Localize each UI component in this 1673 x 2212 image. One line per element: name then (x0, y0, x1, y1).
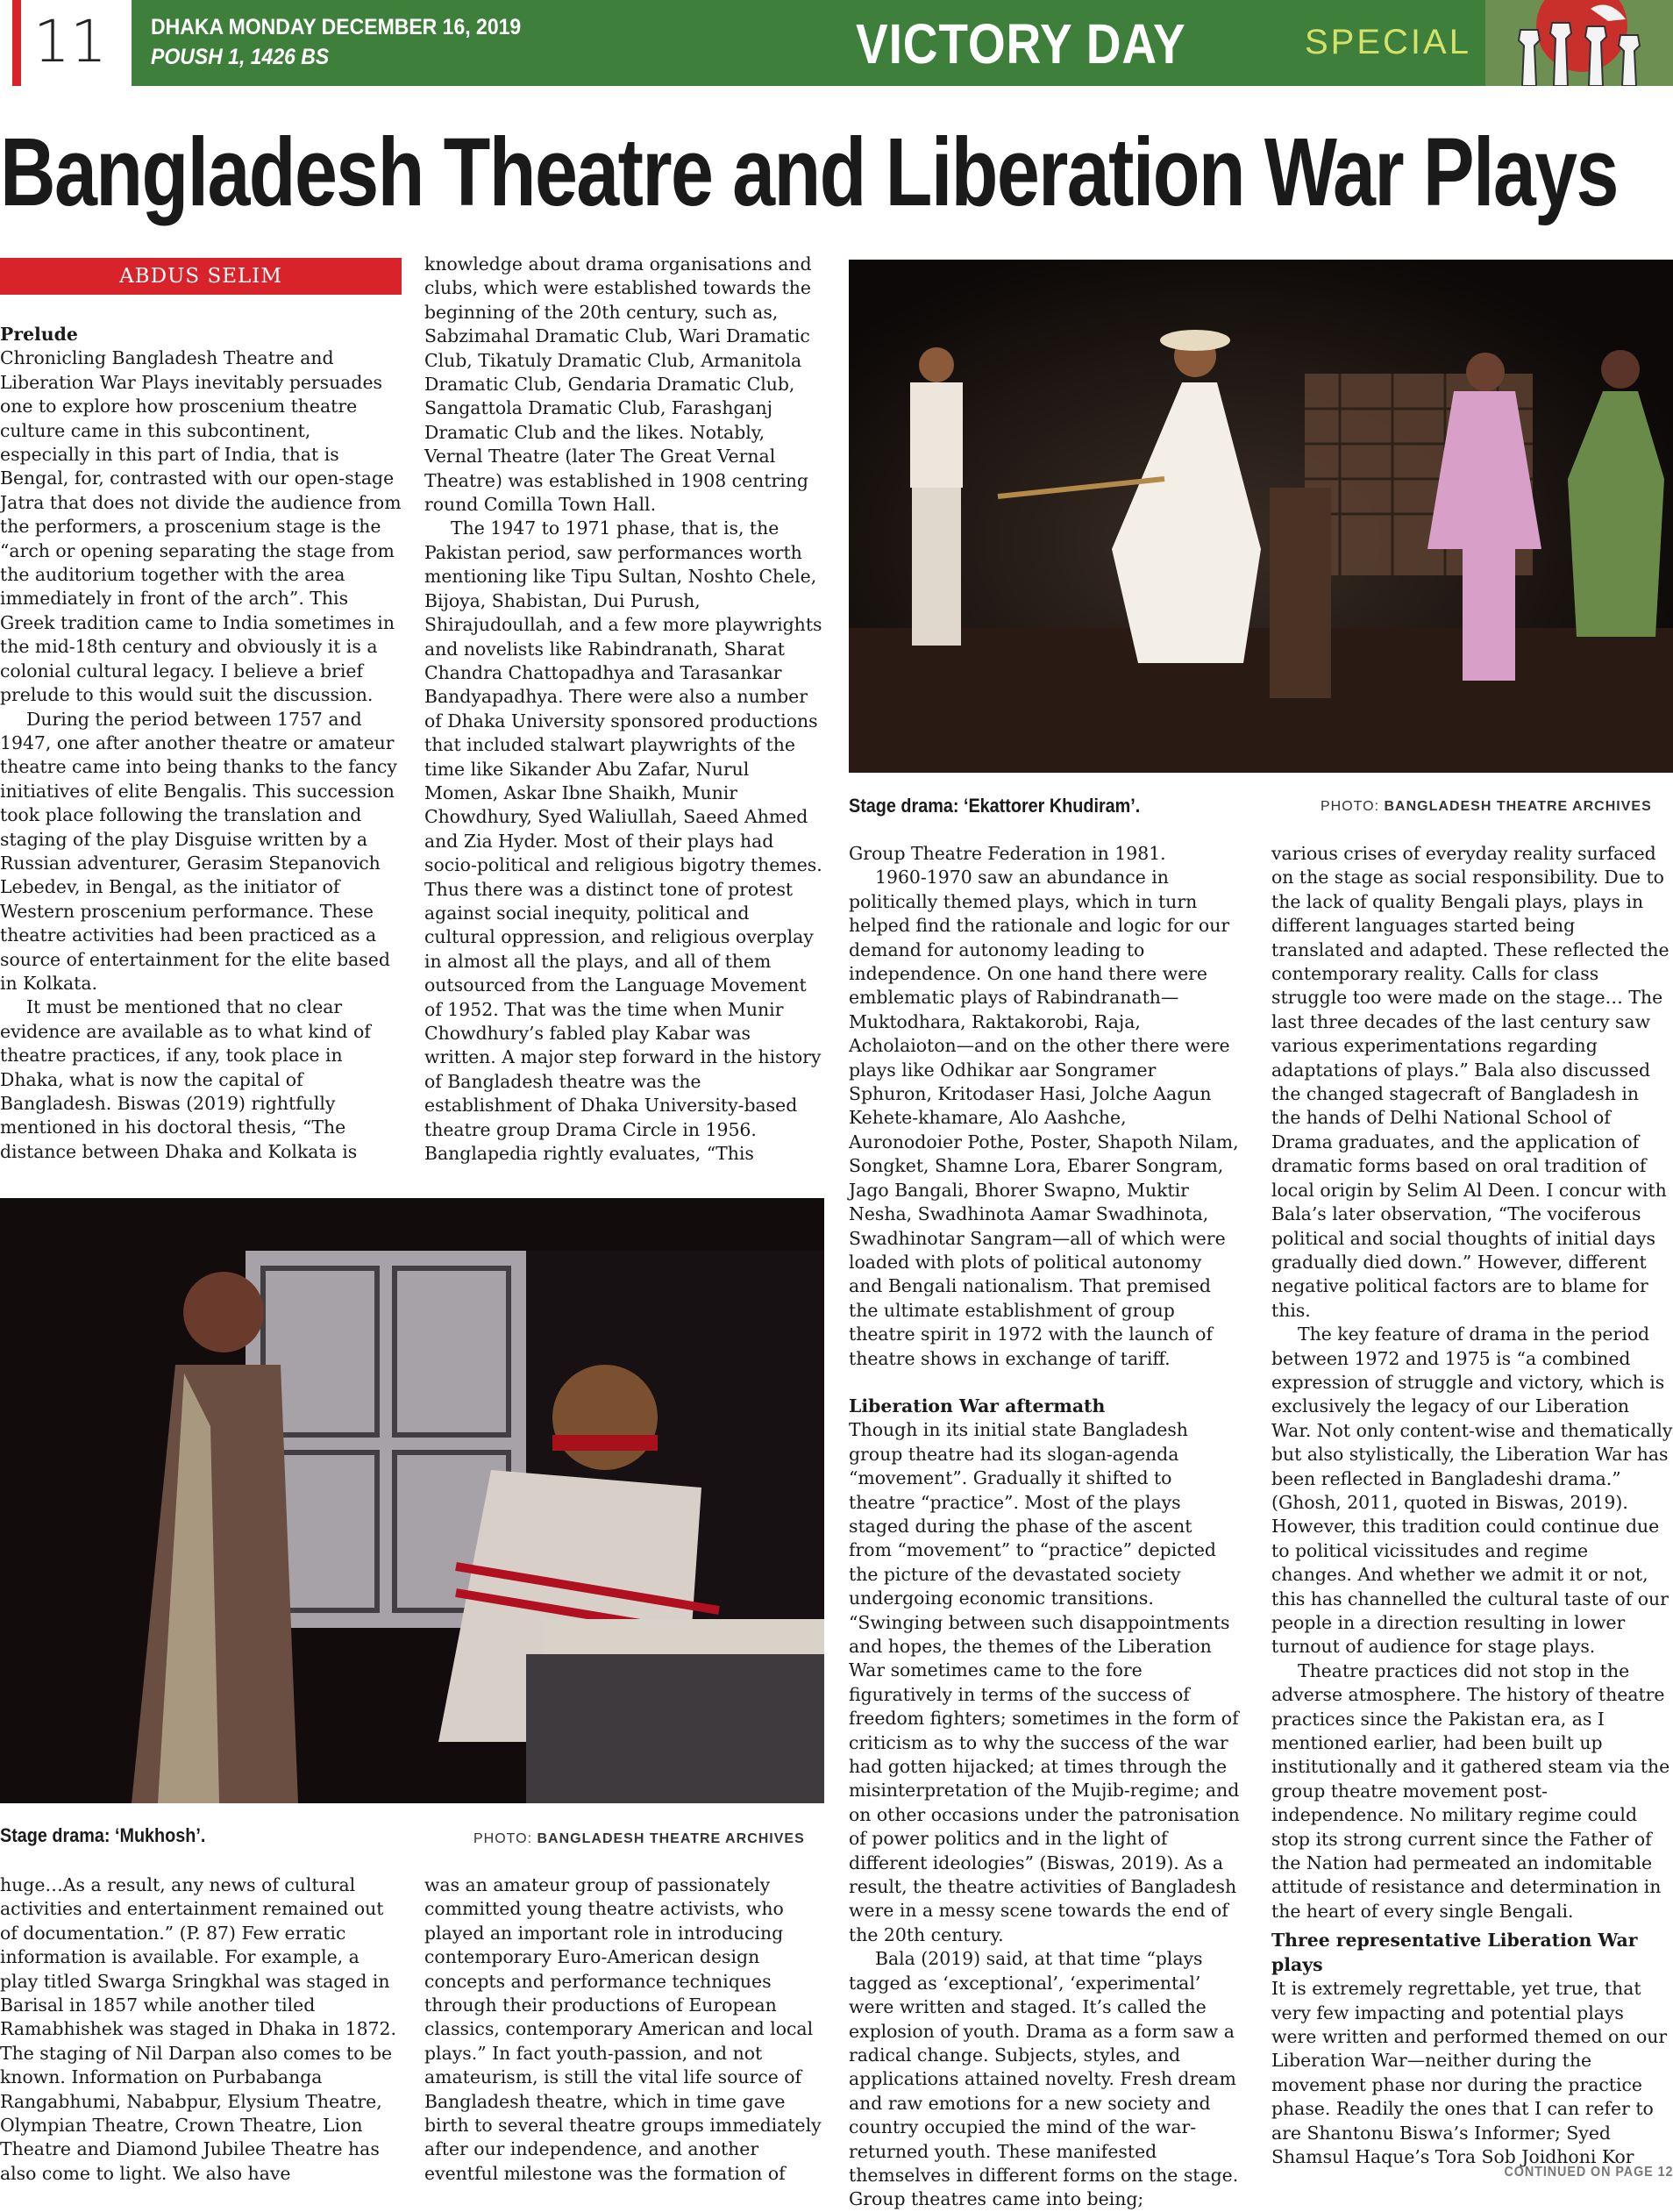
masthead (0, 0, 1673, 86)
credit-label: PHOTO: (473, 1831, 533, 1846)
column-4 (1271, 842, 1673, 2169)
paragraph: During the period between 1757 and 1947, one after another theatre or amateur theatre came into being thanks to the fancy initiatives of elite Bengalis. This succession took place following the translation and staging of the play Disguise written by a Russian adventurer, Gerasim Stepanovich Lebedev, in Bengal, as the initiator of Western proscenium performance. These theatre activities had been practiced as a source of entertainment for the elite based in Kolkata. (0, 708, 397, 994)
paragraph: was an amateur group of passionately committed young theatre activists, who played an important role in introducing contemporary Euro-American design concepts and performance techniques through their productions of European classics, contemporary American and local plays.” In fact youth-passion, and not amateurism, is still the vital life source of Bangladesh theatre, which in time gave birth to several theatre groups immediately after our independence, and another eventful milestone was the formation of (424, 1874, 822, 2184)
photo-caption-top: Stage drama: ‘Ekattorer Khudiram’. (849, 795, 1141, 817)
photo-credit-top (1321, 799, 1652, 815)
section-banner (132, 0, 1673, 86)
stage-scene-image (0, 1198, 824, 1803)
paragraph: Chronicling Bangladesh Theatre and Liberation War Plays inevitably persuades one to explore how proscenium theatre culture came in this subcontinent, especially in this part of India, that is Bengal, for, contrasted with our open-stage Jatra that does not divide the audience from the performers, a proscenium stage is the “arch or opening separating the stage from the auditorium together with the area immediately in front of the arch”. This Greek tradition came to India sometimes in the mid-18th century and obviously it is a colonial cultural legacy. I believe a brief prelude to this would suit the discussion. (0, 347, 402, 706)
issue-date: DHAKA MONDAY DECEMBER 16, 2019 (151, 15, 522, 39)
credit-label: PHOTO: (1321, 799, 1380, 814)
victory-day-emblem-icon (1485, 0, 1673, 86)
paragraph: Theatre practices did not stop in the adverse atmosphere. The history of theatre practices since the Pakistan era, as I mentioned earlier, had been built up institutionally and it gathered steam via the group theatre movement post-independence. No military regime could stop its strong current since the Father of the Nation had permeated an indomitable attitude of resistance and determination in the heart of every single Bengali. (1271, 1659, 1670, 1922)
paragraph: 1960-1970 saw an abundance in politically themed plays, which in turn helped find the rationale and logic for our demand for autonomy leading to independence. On one hand there were emblematic plays of Rabindranath—Muktodhara, Raktakorobi, Raja, Acholaioton—and on the other there were plays like Odhikar aar Songramer Sphuron, Kritodaser Hasi, Jolche Aagun Kehete-khamare, Alo Aashche, Auronodoier Pothe, Poster, Shapoth Nilam, Songket, Shamne Lora, Ebarer Songram, Jago Bangali, Bhorer Swapno, Muktir Nesha, Swadhinota Aamar Swadhinota, Swadhinotar Sangram—all of which were loaded with plots of political autonomy and Bengali nationalism. That premised the ultimate establishment of group theatre spirit in 1972 with the launch of theatre shows in exchange of tariff. (849, 867, 1239, 1369)
stage-scene-image (849, 260, 1673, 773)
prelude-heading: Prelude (0, 324, 78, 345)
column-1-bottom (0, 1873, 402, 2186)
article-headline: Bangladesh Theatre and Liberation War Plays (0, 118, 1618, 226)
paragraph: knowledge about drama organisations and clubs, which were established towards the beginning of the 20th century, such as, Sabzimahal Dramatic Club, Wari Dramatic Club, Tikatuly Dramatic Club, Armanitola Dramatic Club, Gendaria Dramatic Club, Sangattola Dramatic Club, Farashganj Dramatic Club and the likes. Notably, Vernal Theatre (later The Great Vernal Theatre) was established in 1908 centring round Comilla Town Hall. (424, 253, 812, 516)
aftermath-heading: Liberation War aftermath (849, 1395, 1106, 1416)
paragraph: It must be mentioned that no clear evidence are available as to what kind of theatre practices, if any, took place in Dhaka, what is now the capital of Bangladesh. Biswas (2019) rightfully mentioned in his doctoral thesis, “The distance between Dhaka and Kolkata is (0, 996, 371, 1162)
column-2-bottom (424, 1873, 824, 2186)
paragraph: The key feature of drama in the period between 1972 and 1975 is “a combined expression of struggle and victory, which is exclusively the legacy of our Liberation War. Not only content-wise and thematically but also stylistically, the Liberation War has been reflected in Bangladeshi drama.” (Ghosh, 2011, quoted in Biswas, 2019). However, this tradition could continue due to political vicissitudes and regime changes. And whether we admit it or not, this has channelled the cultural taste of our people in a direction resulting in lower turnout of audience for stage plays. (1271, 1324, 1673, 1658)
continued-on-page: CONTINUED ON PAGE 12 (1504, 2165, 1673, 2180)
section-tag: SPECIAL (1305, 23, 1471, 61)
paragraph: The 1947 to 1971 phase, that is, the Pakistan period, saw performances worth mentioning like Tipu Sultan, Noshto Chele, Bijoya, Shabistan, Dui Purush, Shirajudoullah, and a few more playwrights and novelists like Rabindranath, Sharat Chandra Chattopadhya and Tarasankar Bandyapadhya. There were also a number of Dhaka University sponsored productions that included stalwart playwrights of the time like Sikander Abu Zafar, Nurul Momen, Askar Ibne Shaikh, Munir Chowdhury, Syed Waliullah, Saeed Ahmed and Zia Hyder. Most of their plays had socio-political and religious bigotry themes. Thus there was a distinct tone of protest against social inequity, political and cultural oppression, and religious overplay in almost all the plays, and all of them outsourced from the Language Movement of 1952. That was the time when Munir Chowdhury’s fabled play Kabar was written. A major step forward in the history of Bangladesh theatre was the establishment of Dhaka University-based theatre group Drama Circle in 1956. Banglapedia rightly evaluates, “This (424, 517, 822, 1165)
three-plays-heading: Three representative Liberation War plays (1271, 1930, 1638, 1975)
photo-caption-left: Stage drama: ‘Mukhosh’. (0, 1824, 206, 1846)
paragraph: It is extremely regrettable, yet true, that very few impacting and potential plays were written and performed themed on our Liberation War—neither during the movement phase nor during the practice phase. Readily the ones that I can refer to are Shantonu Biswa’s Informer; Syed Shamsul Haque’s Tora Sob Joidhoni Kor (1271, 1978, 1668, 2167)
column-1-top (0, 323, 402, 1164)
credit-source: BANGLADESH THEATRE ARCHIVES (1384, 799, 1652, 814)
credit-source: BANGLADESH THEATRE ARCHIVES (537, 1831, 805, 1846)
paragraph: Bala (2019) said, at that time “plays tagged as ‘exceptional’, ‘experimental’ were written and staged. It’s called the explosion of youth. Drama as a form saw a radical change. Subjects, styles, and applications attained novelty. Fresh dream and raw emotions for a new society and country occupied the mind of the war-returned youth. These manifested themselves in different forms on the stage. Group theatres came into being; (849, 1948, 1239, 2210)
accent-bar (12, 0, 21, 86)
paragraph: various crises of everyday reality surfaced on the stage as social responsibility. Due to the lack of quality Bengali plays, plays in different languages started being translated and adapted. These reflected the contemporary reality. Calls for class struggle too were made on the stage… The last three decades of the last century saw various experimentations regarding adaptations of plays.” Bala also discussed the changed stagecraft of Bangladesh in the hands of Delhi National School of Drama graduates, and the application of dramatic forms based on oral tradition of local origin by Selim Al Deen. I concur with Bala’s later observation, “The vociferous political and social thoughts of initial days gradually died down.” However, different negative political factors are to blame for this. (1271, 843, 1669, 1321)
paragraph: huge…As a result, any news of cultural activities and entertainment remained out of documentation.” (P. 87) Few erratic information is available. For example, a play titled Swarga Sringkhal was staged in Barisal in 1857 while another tiled Ramabhishek was staged in Dhaka in 1872. The staging of Nil Darpan also comes to be known. Information on Purbabanga Rangabhumi, Nababpur, Elysium Theatre, Olympian Theatre, Crown Theatre, Lion Theatre and Diamond Jubilee Theatre has also come to light. We also have (0, 1874, 396, 2184)
bangla-date: POUSH 1, 1426 BS (151, 45, 330, 69)
paragraph: Though in its initial state Bangladesh group theatre had its slogan-agenda “movement”. Gradually it shifted to theatre “practice”. Most of the plays staged during the phase of the ascent from “movement” to “practice” depicted the picture of the devastated society undergoing economic transitions. “Swinging between such disappointments and hopes, the themes of the Liberation War sometimes came to the fore figuratively in terms of the success of freedom fighters; sometimes in the form of criticism as to why the success of the war had gotten hijacked; at times through the misinterpretation of the Mujib-regime; and on other occasions under the patronisation of power politics and in the light of different ideologies” (Biswas, 2019). As a result, the theatre activities of Bangladesh were in a messy scene towards the end of the 20th century. (849, 1419, 1240, 1945)
photo-mukhosh (0, 1198, 824, 1803)
column-3 (849, 842, 1240, 2212)
paragraph: Group Theatre Federation in 1981. (849, 843, 1166, 864)
photo-credit-left (473, 1831, 805, 1847)
section-title: VICTORY DAY (856, 12, 1186, 75)
column-2-top (424, 253, 824, 1166)
byline: ABDUS SELIM (0, 258, 402, 295)
photo-ekattorer-khudiram (849, 260, 1673, 773)
page-number: 11 (33, 8, 107, 75)
